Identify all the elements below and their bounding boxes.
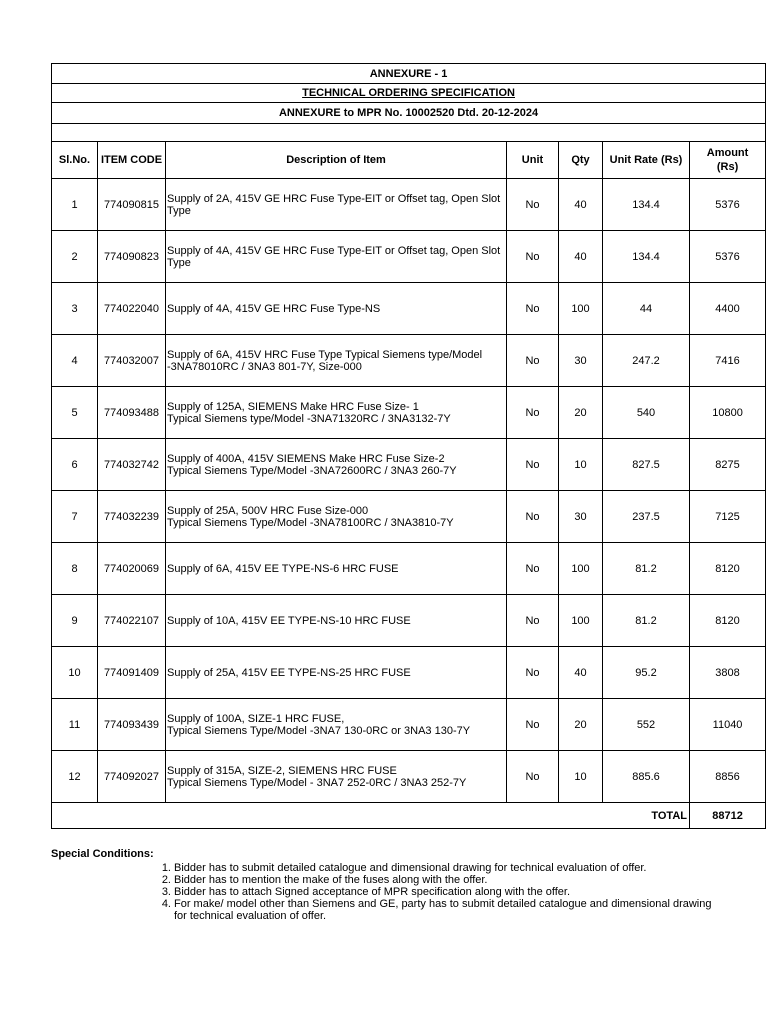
item-code-cell: 774090815 xyxy=(98,179,166,231)
description-cell: Supply of 25A, 500V HRC Fuse Size-000 Typical Siemens Type/Model -3NA78100RC / 3NA3810-7Y xyxy=(166,491,507,543)
table-row xyxy=(52,439,766,491)
unit-rate-cell: 552 xyxy=(603,699,690,751)
unit-cell: No xyxy=(507,595,559,647)
unit-cell: No xyxy=(507,283,559,335)
col-description: Description of Item xyxy=(166,142,507,179)
item-code-cell: 774091409 xyxy=(98,647,166,699)
qty-cell: 30 xyxy=(559,491,603,543)
unit-cell: No xyxy=(507,387,559,439)
slno-cell: 12 xyxy=(52,751,98,803)
item-code-cell: 774022040 xyxy=(98,283,166,335)
table-row xyxy=(52,231,766,283)
table-row xyxy=(52,491,766,543)
special-conditions xyxy=(51,848,765,922)
annexure-reference: ANNEXURE to MPR No. 10002520 Dtd. 20-12-2024 xyxy=(52,103,766,124)
qty-cell: 100 xyxy=(559,543,603,595)
table-header xyxy=(52,142,766,179)
description-cell: Supply of 6A, 415V HRC Fuse Type Typical Siemens type/Model -3NA78010RC / 3NA3 801-7Y, Size-000 xyxy=(166,335,507,387)
description-cell: Supply of 100A, SIZE-1 HRC FUSE, Typical Siemens Type/Model -3NA7 130-0RC or 3NA3 130-7Y xyxy=(166,699,507,751)
condition-item: 2. Bidder has to mention the make of the fuses along with the offer. xyxy=(161,874,488,886)
special-conditions-list xyxy=(158,862,718,922)
unit-rate-cell: 134.4 xyxy=(603,179,690,231)
qty-cell: 40 xyxy=(559,647,603,699)
total-value: 88712 xyxy=(690,803,766,829)
table-row xyxy=(52,647,766,699)
unit-cell: No xyxy=(507,231,559,283)
table-row xyxy=(52,543,766,595)
item-code-cell: 774092027 xyxy=(98,751,166,803)
description-cell: Supply of 25A, 415V EE TYPE-NS-25 HRC FUSE xyxy=(166,647,507,699)
unit-rate-cell: 81.2 xyxy=(603,543,690,595)
total-label: TOTAL xyxy=(52,803,690,829)
unit-cell: No xyxy=(507,751,559,803)
slno-cell: 10 xyxy=(52,647,98,699)
col-unit: Unit xyxy=(507,142,559,179)
amount-cell: 10800 xyxy=(690,387,766,439)
unit-cell: No xyxy=(507,647,559,699)
amount-cell: 7416 xyxy=(690,335,766,387)
unit-rate-cell: 540 xyxy=(603,387,690,439)
amount-cell: 8856 xyxy=(690,751,766,803)
unit-cell: No xyxy=(507,335,559,387)
table-row xyxy=(52,387,766,439)
col-slno: Sl.No. xyxy=(52,142,98,179)
amount-cell: 8120 xyxy=(690,543,766,595)
slno-cell: 9 xyxy=(52,595,98,647)
description-cell: Supply of 315A, SIZE-2, SIEMENS HRC FUSE Typical Siemens Type/Model - 3NA7 252-0RC / 3NA3 252-7Y xyxy=(166,751,507,803)
slno-cell: 2 xyxy=(52,231,98,283)
slno-cell: 4 xyxy=(52,335,98,387)
item-code-cell: 774020069 xyxy=(98,543,166,595)
table-row xyxy=(52,751,766,803)
unit-cell: No xyxy=(507,699,559,751)
unit-rate-cell: 827.5 xyxy=(603,439,690,491)
condition-item: 3. Bidder has to attach Signed acceptance of MPR specification along with the offer. xyxy=(161,886,571,898)
item-code-cell: 774032742 xyxy=(98,439,166,491)
qty-cell: 10 xyxy=(559,751,603,803)
description-cell: Supply of 125A, SIEMENS Make HRC Fuse Size- 1 Typical Siemens type/Model -3NA71320RC / 3NA3132-7Y xyxy=(166,387,507,439)
slno-cell: 5 xyxy=(52,387,98,439)
qty-cell: 40 xyxy=(559,231,603,283)
unit-rate-cell: 44 xyxy=(603,283,690,335)
total-row xyxy=(52,803,766,829)
condition-item: 1. Bidder has to submit detailed catalogue and dimensional drawing for technical evaluation of offer. xyxy=(161,862,647,874)
qty-cell: 20 xyxy=(559,387,603,439)
qty-cell: 30 xyxy=(559,335,603,387)
item-code-cell: 774032239 xyxy=(98,491,166,543)
unit-rate-cell: 247.2 xyxy=(603,335,690,387)
page-subtitle: TECHNICAL ORDERING SPECIFICATION xyxy=(52,84,766,103)
description-cell: Supply of 6A, 415V EE TYPE-NS-6 HRC FUSE xyxy=(166,543,507,595)
item-code-cell: 774032007 xyxy=(98,335,166,387)
description-cell: Supply of 2A, 415V GE HRC Fuse Type-EIT or Offset tag, Open Slot Type xyxy=(166,179,507,231)
table-row xyxy=(52,699,766,751)
amount-cell: 5376 xyxy=(690,179,766,231)
page-title: ANNEXURE - 1 xyxy=(52,64,766,84)
unit-rate-cell: 885.6 xyxy=(603,751,690,803)
unit-rate-cell: 134.4 xyxy=(603,231,690,283)
col-item-code: ITEM CODE xyxy=(98,142,166,179)
unit-cell: No xyxy=(507,439,559,491)
description-cell: Supply of 4A, 415V GE HRC Fuse Type-NS xyxy=(166,283,507,335)
description-cell: Supply of 400A, 415V SIEMENS Make HRC Fuse Size-2 Typical Siemens Type/Model -3NA72600RC / 3NA3 260-7Y xyxy=(166,439,507,491)
table-row xyxy=(52,179,766,231)
slno-cell: 8 xyxy=(52,543,98,595)
qty-cell: 100 xyxy=(559,283,603,335)
col-unit-rate: Unit Rate (Rs) xyxy=(603,142,690,179)
slno-cell: 11 xyxy=(52,699,98,751)
amount-cell: 8120 xyxy=(690,595,766,647)
unit-rate-cell: 237.5 xyxy=(603,491,690,543)
amount-cell: 11040 xyxy=(690,699,766,751)
item-code-cell: 774022107 xyxy=(98,595,166,647)
table-row xyxy=(52,335,766,387)
unit-cell: No xyxy=(507,179,559,231)
amount-cell: 7125 xyxy=(690,491,766,543)
table-row xyxy=(52,595,766,647)
amount-cell: 5376 xyxy=(690,231,766,283)
slno-cell: 6 xyxy=(52,439,98,491)
blank-row xyxy=(52,124,766,142)
item-code-cell: 774093488 xyxy=(98,387,166,439)
slno-cell: 7 xyxy=(52,491,98,543)
amount-cell: 4400 xyxy=(690,283,766,335)
description-cell: Supply of 4A, 415V GE HRC Fuse Type-EIT or Offset tag, Open Slot Type xyxy=(166,231,507,283)
special-conditions-title: Special Conditions: xyxy=(51,848,154,860)
amount-cell: 8275 xyxy=(690,439,766,491)
slno-cell: 3 xyxy=(52,283,98,335)
amount-cell: 3808 xyxy=(690,647,766,699)
col-qty: Qty xyxy=(559,142,603,179)
slno-cell: 1 xyxy=(52,179,98,231)
order-spec-table xyxy=(51,63,766,829)
item-code-cell: 774090823 xyxy=(98,231,166,283)
unit-cell: No xyxy=(507,491,559,543)
qty-cell: 20 xyxy=(559,699,603,751)
qty-cell: 40 xyxy=(559,179,603,231)
qty-cell: 100 xyxy=(559,595,603,647)
table-row xyxy=(52,283,766,335)
col-amount: Amount (Rs) xyxy=(690,142,766,179)
unit-cell: No xyxy=(507,543,559,595)
unit-rate-cell: 81.2 xyxy=(603,595,690,647)
unit-rate-cell: 95.2 xyxy=(603,647,690,699)
item-code-cell: 774093439 xyxy=(98,699,166,751)
description-cell: Supply of 10A, 415V EE TYPE-NS-10 HRC FUSE xyxy=(166,595,507,647)
condition-item: 4. For make/ model other than Siemens and GE, party has to submit detailed catalogue and dimensional drawing for technical evaluation of offer. xyxy=(161,898,712,922)
qty-cell: 10 xyxy=(559,439,603,491)
